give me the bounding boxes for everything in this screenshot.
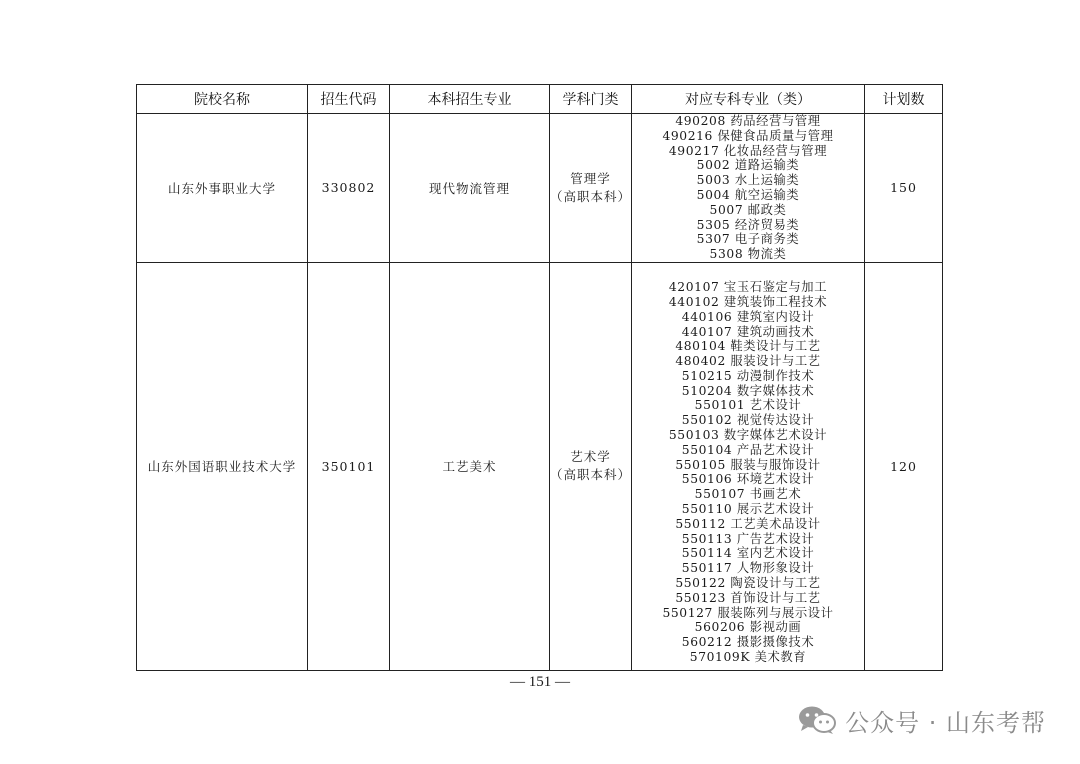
related-major-item: 550113 广告艺术设计 xyxy=(681,531,815,546)
related-major-item: 5003 水上运输类 xyxy=(696,173,800,188)
related-major-item: 510204 数字媒体技术 xyxy=(681,383,815,398)
related-major-item: 550107 书画艺术 xyxy=(694,487,802,502)
table-row xyxy=(137,114,943,263)
related-major-item: 550117 人物形象设计 xyxy=(681,561,815,576)
related-major-item: 560212 摄影摄像技术 xyxy=(681,635,815,650)
enrollment-table xyxy=(136,84,943,671)
watermark-text: 公众号 · 山东考帮 xyxy=(845,708,1046,737)
category-name: 管理学 xyxy=(570,170,611,186)
related-major-item: 510215 动漫制作技术 xyxy=(681,368,815,383)
school-name: 山东外国语职业技术大学 xyxy=(137,262,308,670)
related-major-item: 420107 宝玉石鉴定与加工 xyxy=(668,280,828,295)
related-major-item: 550110 展示艺术设计 xyxy=(681,502,815,517)
table-header-row xyxy=(137,85,943,114)
header-plan: 计划数 xyxy=(865,85,943,114)
category-level: （高职本科） xyxy=(550,467,632,483)
page-number: — 151 — xyxy=(510,674,570,690)
related-majors-list xyxy=(632,262,865,670)
related-major-item: 550106 环境艺术设计 xyxy=(681,472,815,487)
category-name: 艺术学 xyxy=(570,449,611,465)
header-code: 招生代码 xyxy=(308,85,390,114)
related-major-item: 480402 服装设计与工艺 xyxy=(675,354,821,369)
related-major-item: 550112 工艺美术品设计 xyxy=(675,516,821,531)
related-major-item: 480104 鞋类设计与工艺 xyxy=(675,339,821,354)
related-majors-list xyxy=(632,114,865,263)
related-major-item: 440107 建筑动画技术 xyxy=(681,324,815,339)
header-school: 院校名称 xyxy=(137,85,308,114)
related-major-item: 440102 建筑装饰工程技术 xyxy=(668,294,828,309)
related-major-item: 440106 建筑室内设计 xyxy=(681,309,815,324)
enrollment-code: 330802 xyxy=(308,114,390,263)
related-major-item: 550102 视觉传达设计 xyxy=(681,413,815,428)
major-name: 现代物流管理 xyxy=(390,114,550,263)
related-major-item: 5308 物流类 xyxy=(709,247,787,262)
category-level: （高职本科） xyxy=(550,188,632,204)
related-major-item: 550122 陶瓷设计与工艺 xyxy=(675,576,821,591)
school-name: 山东外事职业大学 xyxy=(137,114,308,263)
related-major-item: 550101 艺术设计 xyxy=(694,398,802,413)
major-name: 工艺美术 xyxy=(390,262,550,670)
plan-count: 120 xyxy=(865,262,943,670)
wechat-icon xyxy=(797,704,837,736)
related-major-item: 550103 数字媒体艺术设计 xyxy=(668,428,828,443)
related-major-item: 5305 经济贸易类 xyxy=(696,217,800,232)
discipline-category xyxy=(550,114,632,263)
related-major-item: 490216 保健食品质量与管理 xyxy=(662,128,834,143)
enrollment-code: 350101 xyxy=(308,262,390,670)
watermark xyxy=(797,702,1046,738)
related-major-item: 560206 影视动画 xyxy=(694,620,802,635)
related-major-item: 550105 服装与服饰设计 xyxy=(675,457,821,472)
related-major-item: 490217 化妆品经营与管理 xyxy=(668,143,828,158)
related-major-item: 570109K 美术教育 xyxy=(689,650,807,665)
related-major-item: 490208 药品经营与管理 xyxy=(675,114,821,128)
related-major-item: 5307 电子商务类 xyxy=(696,232,800,247)
related-major-item: 550127 服装陈列与展示设计 xyxy=(662,605,834,620)
related-major-item: 5004 航空运输类 xyxy=(696,187,800,202)
related-major-item: 550114 室内艺术设计 xyxy=(681,546,815,561)
related-major-item: 5002 道路运输类 xyxy=(696,158,800,173)
header-major: 本科招生专业 xyxy=(390,85,550,114)
header-related-majors: 对应专科专业（类） xyxy=(632,85,865,114)
discipline-category xyxy=(550,262,632,670)
related-major-item: 550104 产品艺术设计 xyxy=(681,442,815,457)
header-category: 学科门类 xyxy=(550,85,632,114)
related-major-item: 5007 邮政类 xyxy=(709,202,787,217)
related-major-item: 550123 首饰设计与工艺 xyxy=(675,590,821,605)
table-row xyxy=(137,262,943,670)
plan-count: 150 xyxy=(865,114,943,263)
